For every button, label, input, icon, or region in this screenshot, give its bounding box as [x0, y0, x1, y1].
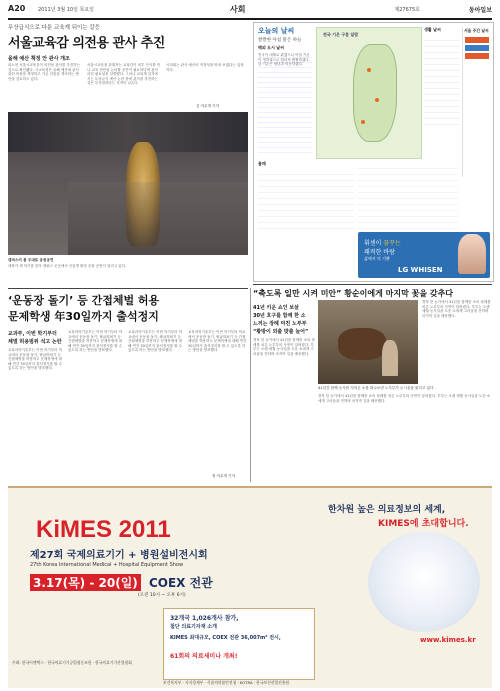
story1-subheadline: 올해 예산 책정 안 관사 개조 — [8, 56, 70, 62]
publisher-name: 동아일보 — [468, 7, 492, 14]
story1-byline: 김 아무개 기자 — [196, 104, 220, 108]
kimes-hours: (오전 10시 ~ 오후 6시) — [138, 593, 186, 598]
kimes-slogan-1: 한차원 높은 의료정보의 세계, — [328, 505, 446, 515]
weekly-weather-column — [462, 27, 491, 177]
ad-line-1 — [364, 238, 401, 247]
kimes-edition: 제27회 — [30, 550, 64, 561]
ad-model-figure — [458, 234, 486, 274]
kimes-website[interactable]: www.kimes.kr — [420, 636, 476, 644]
story1-column-3: 시의회는 관사 예산의 적정성을 따져 보겠다는 입장이다. — [166, 63, 244, 72]
news-photo — [8, 112, 248, 255]
world-weather-heading: 해외 도시 날씨 — [258, 45, 284, 50]
story2-column-2: 경북 한 농가에서 41년을 함께한 소의 장례를 치른 노부부의 사연이 알려졌다. 부부는 오랜 세월 농사일을 도운 소에게 고마움을 전하며 마지막 길을 배웅했다. — [318, 394, 491, 403]
kimes-english-title: 27th Korea International Medical + Hospital Equipment Show — [30, 562, 184, 568]
weather-subtitle: 쌀쌀한 아침 맑은 하늘 — [258, 38, 302, 43]
page-header — [8, 4, 492, 20]
story1-headline: 서울교육감 의전용 관사 추진 — [8, 36, 165, 51]
life-weather-table — [424, 35, 460, 125]
story3-headline-1: ‘운동장 돌기’ 등 간접체벌 허용 — [8, 294, 160, 307]
issue-number: 제27675호 — [394, 7, 420, 13]
page-number: A20 — [8, 4, 26, 13]
kimes-globe-graphic — [368, 532, 480, 632]
photo-crowd-area — [8, 112, 248, 152]
tide-heading: 물때 — [258, 161, 266, 166]
story3-column-1: 교육과학기술부는 이번 학기부터 학교에서 운동장 돌기, 팔굽혀펴기 등 간접체벌을 허용하고 문제학생에 대해 연간 30일까지 출석정지를 할 수 있도록 하는 방안을 발표했다. — [8, 348, 64, 371]
story3-byline: 정 아무개 기자 — [212, 474, 236, 478]
sun-icon — [361, 120, 365, 124]
kimes-highlight-1: 32개국 1,026개사 참가, — [170, 615, 239, 622]
ad-brand: LG WHISEN — [398, 266, 443, 274]
kimes-highlight-2: 첨단 의료기자재 소개 — [170, 624, 217, 630]
story3-column-4: 교육과학기술부는 이번 학기부터 학교에서 운동장 돌기, 팔굽혀펴기 등 간접체벌을 허용하고 문제학생에 대해 연간 30일까지 출석정지를 할 수 있도록 하는 방안을 발표했다. — [188, 330, 248, 353]
story1-column-2: 서울시교육청 관계자는 교육감이 외부 인사를 만나 교육 현안을 논의할 공간이 필요하다며 관사 마련 필요성을 설명했다. 그러나 교육계 일각에서는 무상급식 예산 논란 중에 관사를 추진하는 것은 부적절하다는 지적이 나온다. — [87, 63, 161, 86]
story2-sub-2: 느끼는 장례 마친 노부부 — [253, 321, 307, 327]
sun-icon — [375, 98, 379, 102]
kimes-organizer: 주최: 한국이앤엑스 · 한국의료기기공업협동조합 · 한국의료기기산업협회 — [12, 660, 132, 665]
kimes-sponsors: 보건복지부 · 지식경제부 · 식품의약품안전청 · KOTRA · 한국보건산업진흥원 — [163, 680, 290, 685]
cow-figure — [338, 328, 386, 360]
ad-text-1: 휘센이 — [364, 240, 384, 247]
kimes-highlight-4: 61회의 의료세미나 개최! — [170, 653, 238, 660]
tide-table — [258, 169, 354, 229]
temperature-bar — [465, 53, 489, 59]
ad-line-2: 쾌적한 바람 — [364, 249, 395, 256]
story1-kicker: 무상급식으로 다툰 교육계 뒤이는 갈등 — [8, 25, 101, 31]
story2-sub-1: 30년 호구를 함께 한 소 — [253, 313, 306, 319]
temperature-bar — [465, 45, 489, 51]
photo-foreground — [68, 182, 248, 255]
issue-date: 2011년 3월 10일 목요일 — [38, 7, 95, 13]
kimes-dates-line — [30, 574, 213, 591]
story3-kicker: 교과부, 이번 학기부터 — [8, 331, 57, 337]
story2-kicker: 41년 키운 쇼인 보살 — [253, 305, 299, 311]
weather-map — [316, 27, 422, 159]
lg-whisen-ad[interactable] — [358, 232, 490, 278]
story1-column-1: 곽노현 서울시교육감이 의전용 관사를 추진하는 것으로 확인됐다. 시교육청은 올해 예산에 관사 관련 비용을 책정하고 기존 건물을 개조하는 방안을 검토하고 있다. — [8, 63, 82, 81]
sun-icon — [367, 68, 371, 72]
farmer-figure — [382, 340, 398, 376]
kimes-title: 국제의료기기 + 병원설비전시회 — [66, 550, 208, 561]
kimes-ad[interactable] — [8, 486, 492, 688]
world-weather-table: 전국이 대체로 맑겠으나 아침 기온이 영하권으로 떨어져 쌀쌀하겠다. 낮 기온은 평년과 비슷하겠다. — [258, 53, 312, 153]
story3-column-3: 교육과학기술부는 이번 학기부터 학교에서 운동장 돌기, 팔굽혀펴기 등 간접체벌을 허용하고 문제학생에 대해 연간 30일까지 출석정지를 할 수 있도록 하는 방안을 발표했다. — [128, 330, 184, 353]
weather-title: 오늘의 날씨 — [258, 27, 295, 35]
peninsula-shape — [353, 44, 397, 142]
photo-caption-body: 대학가 새 학기를 맞아 캠퍼스 곳곳에서 신입생 환영 응원 공연이 열리고 있다. — [8, 264, 127, 268]
kimes-highlight-3: KIMES 최대규모, COEX 전관 36,007m² 전시, — [170, 635, 281, 641]
story2-column-side: 경북 한 농가에서 41년을 함께한 소의 장례를 치른 노부부의 사연이 알려졌다. 부부는 오랜 세월 농사일을 도운 소에게 고마움을 전하며 마지막 길을 배웅했다. — [422, 300, 492, 318]
kimes-slogan-2: KIMES에 초대합니다. — [378, 519, 469, 529]
weekly-weather-title: 서울 주간 날씨 — [464, 28, 489, 33]
kimes-highlights-box — [163, 608, 315, 680]
story3-column-2: 교육과학기술부는 이번 학기부터 학교에서 운동장 돌기, 팔굽혀펴기 등 간접체벌을 허용하고 문제학생에 대해 연간 30일까지 출석정지를 할 수 있도록 하는 방안을 발표했다. — [68, 330, 124, 353]
weather-map-title: 전국 기온 구분 일람 — [323, 32, 359, 37]
kimes-dates: 3.17(목) - 20(일) — [30, 574, 141, 591]
regional-forecast-table — [358, 163, 458, 231]
story3-sub: 체벌 허용범위 석고 논란 — [8, 339, 62, 345]
story2-sub-3: “황방이 외출 맞출 늘어” — [253, 329, 309, 335]
column-divider — [250, 288, 251, 482]
story2-headline: “축도록 일만 시켜 미안” 황순이에게 마지막 꽃을 갖추다 — [253, 289, 454, 298]
ad-line-3: 삶에서 의 기쁨 — [364, 256, 390, 261]
life-weather-heading: 생활 날씨 — [424, 27, 441, 32]
section-title: 사회 — [230, 5, 246, 14]
kimes-title-line — [30, 546, 208, 561]
photo-caption-headline: 캠퍼스의 봄 무대로 응원공연 — [8, 258, 54, 262]
kimes-logo: KiMES 2011 — [36, 516, 171, 543]
story2-photo — [318, 300, 418, 384]
story2-column-1: 경북 한 농가에서 41년을 함께한 소의 장례를 치른 노부부의 사연이 알려졌다. 부부는 오랜 세월 농사일을 도운 소에게 고마움을 전하며 마지막 길을 배웅했다. — [253, 338, 315, 356]
kimes-venue: COEX 전관 — [148, 576, 213, 590]
photo-caption-title — [8, 258, 248, 263]
ad-highlight: 꿈꾸는 — [383, 240, 401, 247]
story2-caption: 41년간 함께 농사를 지어온 소를 떠나보낸 노부부가 눈시울을 붉히고 있다. — [318, 386, 435, 390]
divider — [8, 288, 248, 289]
temperature-bar — [465, 37, 489, 43]
divider — [253, 284, 492, 285]
story3-headline-2: 문제학생 年30일까지 출석정지 — [8, 310, 159, 323]
